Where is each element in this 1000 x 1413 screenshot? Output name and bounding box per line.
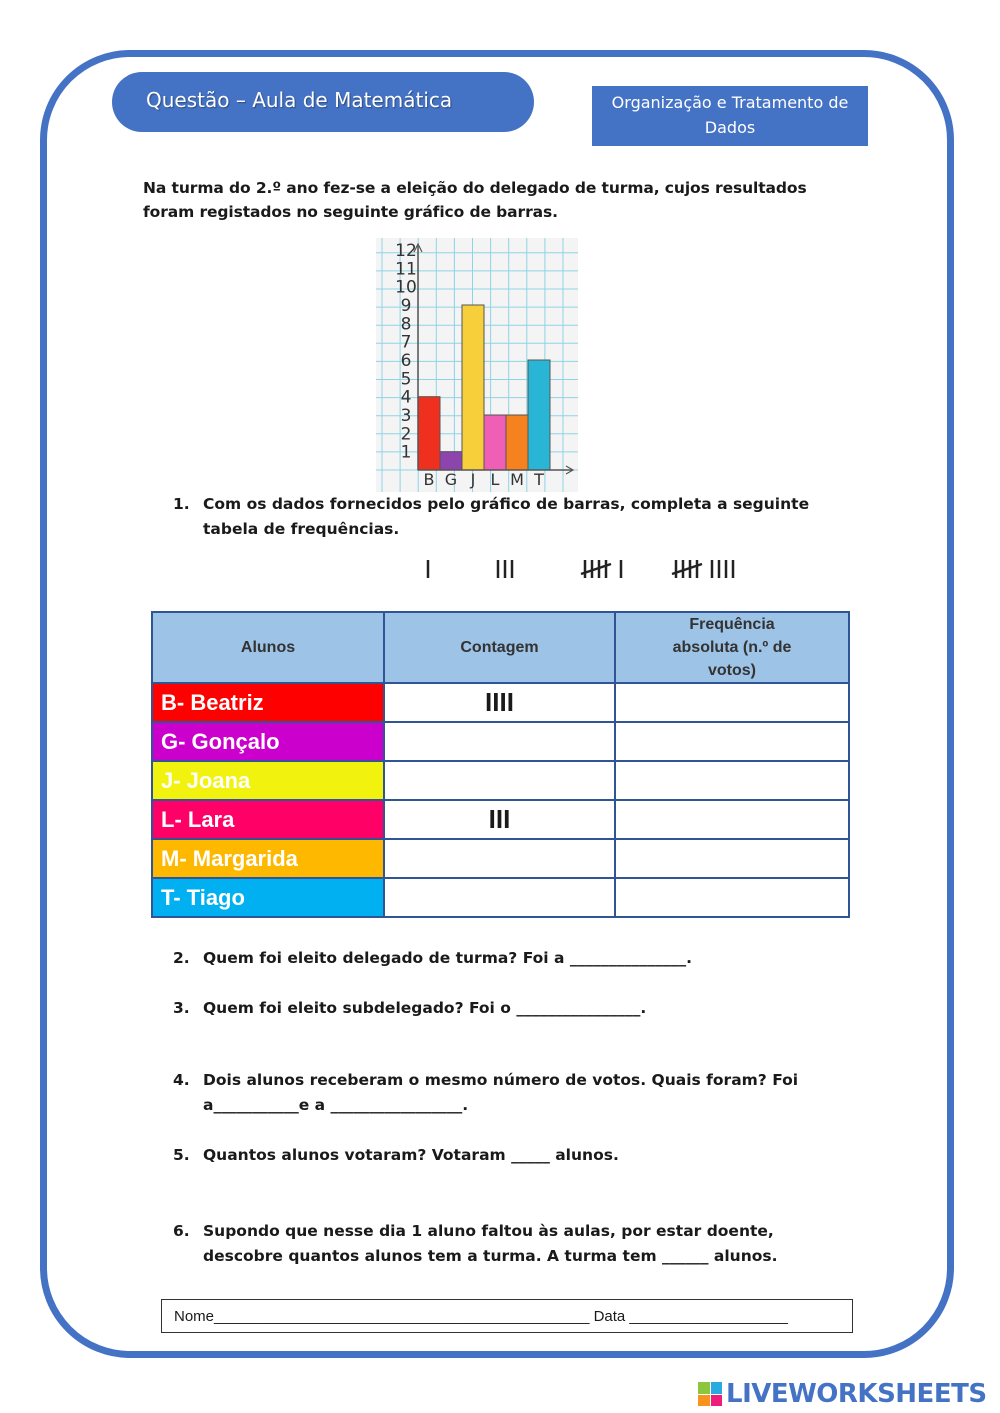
y-tick-label: 7 <box>400 332 412 353</box>
student-name: L- Lara <box>152 800 384 839</box>
frequency-cell[interactable] <box>615 800 849 839</box>
table-row <box>152 683 849 722</box>
bar-T <box>528 360 550 470</box>
student-name: T- Tiago <box>152 878 384 917</box>
x-tick-label: T <box>534 470 544 489</box>
header-frequencia: Frequência absoluta (n.º de votos) <box>615 612 849 683</box>
header-alunos: Alunos <box>152 612 384 683</box>
question-text: Supondo que nesse dia 1 aluno faltou às aulas, por estar doente, descobre quantos alunos tem a turma. A turma tem ______ alunos. <box>203 1222 778 1265</box>
bar-J <box>462 305 484 470</box>
tally-option <box>672 560 733 578</box>
tally-count-cell[interactable]: III <box>384 800 615 839</box>
frequency-cell[interactable] <box>615 839 849 878</box>
bar-G <box>440 452 462 470</box>
header-contagem: Contagem <box>384 612 615 683</box>
lesson-title: Questão – Aula de Matemática <box>112 72 534 132</box>
question-number: 4. <box>173 1071 190 1089</box>
question-number: 1. <box>173 495 190 513</box>
y-tick-label: 8 <box>400 314 412 335</box>
frequency-cell[interactable] <box>615 722 849 761</box>
brand-name: LIVEWORKSHEETS <box>726 1379 987 1409</box>
name-date-field[interactable]: Nome_____________________________________________ Data ___________________ <box>161 1299 853 1333</box>
y-tick-label: 9 <box>400 296 412 316</box>
bar-chart-svg <box>376 238 578 492</box>
x-tick-label: M <box>510 470 524 489</box>
tally-count-cell[interactable] <box>384 761 615 800</box>
bar-L <box>484 415 506 470</box>
y-tick-label: 11 <box>395 259 417 280</box>
y-tick-label: 2 <box>400 424 412 445</box>
question-text: Quem foi eleito subdelegado? Foi o ________________. <box>203 999 647 1017</box>
y-tick-label: 1 <box>400 442 412 463</box>
student-name: J- Joana <box>152 761 384 800</box>
question-number: 5. <box>173 1146 190 1164</box>
tally-option <box>498 560 512 578</box>
frequency-cell[interactable] <box>615 761 849 800</box>
tally-count-cell[interactable] <box>384 878 615 917</box>
y-tick-label: 6 <box>400 351 412 371</box>
tally-count-cell[interactable]: IIII <box>384 683 615 722</box>
student-name: M- Margarida <box>152 839 384 878</box>
liveworksheets-icon <box>698 1382 722 1406</box>
y-tick-label: 5 <box>400 369 412 390</box>
bar-B <box>418 397 440 470</box>
topic-label: Organização e Tratamento de Dados <box>592 86 868 146</box>
question-text: Quantos alunos votaram? Votaram _____ alunos. <box>203 1146 619 1164</box>
x-tick-label: L <box>490 470 500 489</box>
x-tick-label: B <box>423 470 435 489</box>
y-tick-label: 3 <box>400 406 412 426</box>
table-row <box>152 722 849 761</box>
tally-options <box>420 552 760 584</box>
frequency-table <box>151 611 850 918</box>
tally-option <box>581 560 621 578</box>
y-tick-label: 10 <box>395 277 417 298</box>
table-row <box>152 800 849 839</box>
question-text: Quem foi eleito delegado de turma? Foi a _______________. <box>203 949 693 967</box>
x-tick-label: J <box>470 470 476 489</box>
question-text: Dois alunos receberam o mesmo número de votos. Quais foram? Foi a___________e a _________________. <box>203 1071 799 1114</box>
frequency-cell[interactable] <box>615 878 849 917</box>
intro-text: Na turma do 2.º ano fez-se a eleição do delegado de turma, cujos resultados foram registados no seguinte gráfico de barras. <box>143 179 807 221</box>
tally-count-cell[interactable] <box>384 839 615 878</box>
student-name: B- Beatriz <box>152 683 384 722</box>
y-tick-label: 12 <box>395 241 417 261</box>
question-text: Com os dados fornecidos pelo gráfico de barras, completa a seguinte tabela de frequências. <box>203 495 810 538</box>
tally-count-cell[interactable] <box>384 722 615 761</box>
question-number: 6. <box>173 1222 190 1240</box>
question-number: 3. <box>173 999 190 1017</box>
y-tick-label: 4 <box>400 387 412 408</box>
table-row <box>152 878 849 917</box>
bar-chart <box>376 238 578 492</box>
table-row <box>152 839 849 878</box>
x-tick-label: G <box>444 470 458 489</box>
table-row <box>152 761 849 800</box>
student-name: G- Gonçalo <box>152 722 384 761</box>
bar-M <box>506 415 528 470</box>
brand-logo <box>698 1377 987 1411</box>
frequency-cell[interactable] <box>615 683 849 722</box>
question-number: 2. <box>173 949 190 967</box>
